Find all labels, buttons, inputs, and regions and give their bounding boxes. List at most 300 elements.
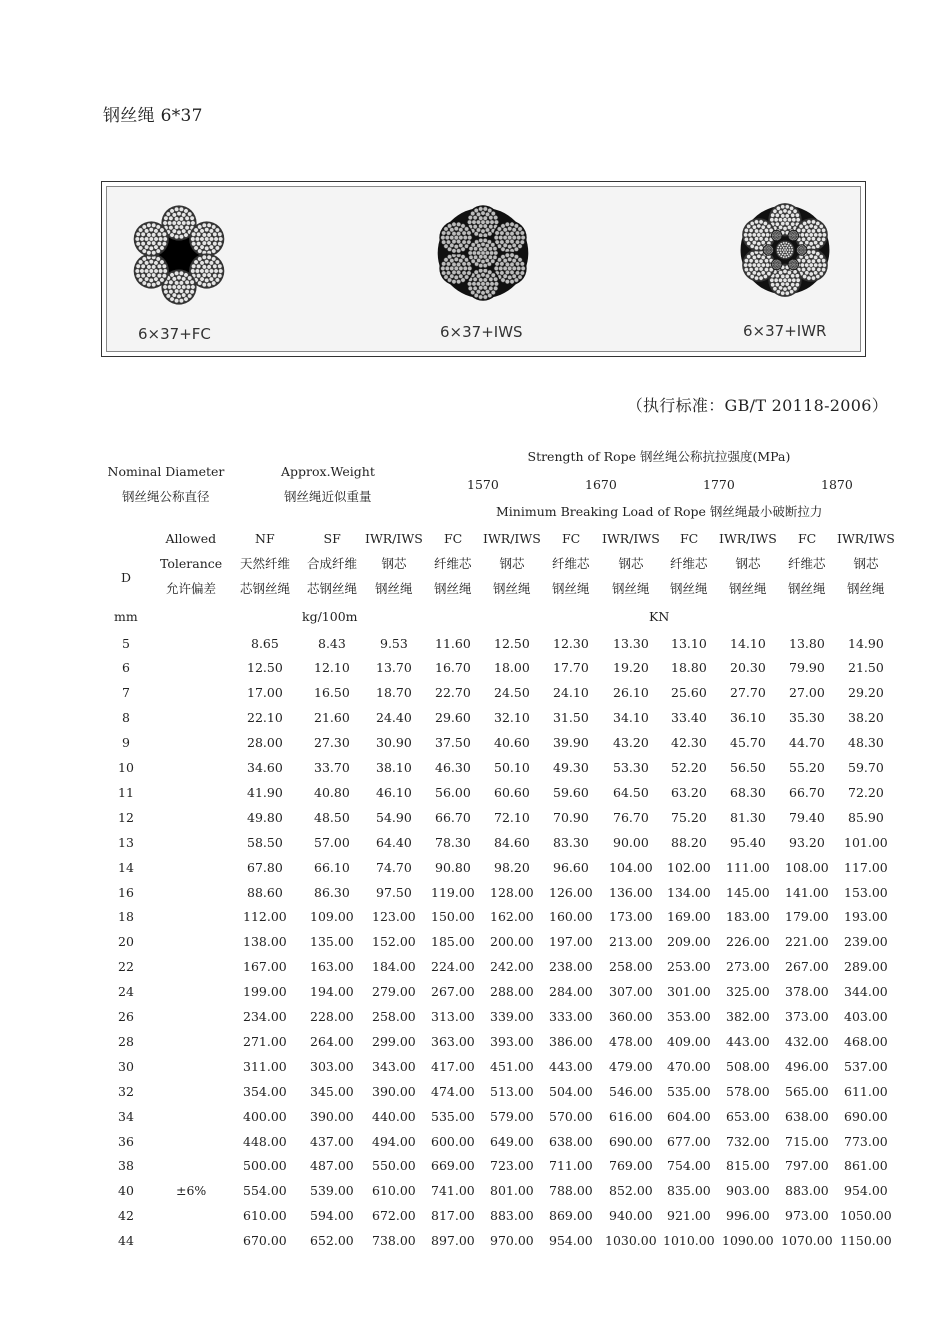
diameter-cell: 7: [122, 685, 130, 701]
value-cell: 815.00: [726, 1158, 770, 1174]
value-cell: 199.00: [243, 984, 287, 1000]
value-cell: 117.00: [844, 859, 888, 875]
value-cell: 494.00: [372, 1133, 416, 1149]
value-cell: 27.70: [730, 685, 766, 701]
value-cell: 478.00: [609, 1033, 653, 1049]
value-cell: 258.00: [372, 1009, 416, 1024]
value-cell: 8.43: [318, 635, 346, 651]
value-cell: 169.00: [667, 909, 711, 925]
value-cell: 59.70: [848, 760, 884, 775]
value-cell: 102.00: [667, 859, 711, 875]
value-cell: 224.00: [431, 959, 475, 975]
value-cell: 604.00: [667, 1108, 711, 1124]
value-cell: 24.40: [376, 710, 412, 726]
header-column-1-line-0: SF: [323, 530, 341, 546]
value-cell: 64.40: [376, 834, 412, 850]
value-cell: 59.60: [553, 784, 589, 800]
value-cell: 18.80: [671, 660, 707, 676]
value-cell: 611.00: [844, 1083, 888, 1099]
diameter-cell: 8: [122, 710, 130, 726]
value-cell: 22.70: [435, 685, 471, 701]
value-cell: 313.00: [431, 1009, 475, 1024]
value-cell: 150.00: [431, 909, 475, 925]
value-cell: 55.20: [789, 760, 825, 775]
value-cell: 32.10: [494, 710, 530, 726]
value-cell: 54.90: [376, 809, 412, 825]
rope-label-fc: 6×37+FC: [138, 325, 211, 343]
value-cell: 152.00: [372, 934, 416, 950]
header-grade-1570: 1570: [467, 476, 499, 492]
value-cell: 1150.00: [840, 1233, 892, 1249]
value-cell: 1050.00: [840, 1208, 892, 1224]
value-cell: 610.00: [372, 1183, 416, 1199]
value-cell: 508.00: [726, 1058, 770, 1074]
value-cell: 238.00: [549, 959, 593, 975]
value-cell: 653.00: [726, 1108, 770, 1124]
value-cell: 49.30: [553, 760, 589, 775]
value-cell: 60.60: [494, 784, 530, 800]
header-column-9-line-1: 纤维芯: [788, 556, 826, 571]
value-cell: 70.90: [553, 809, 589, 825]
value-cell: 393.00: [490, 1033, 534, 1049]
value-cell: 13.70: [376, 660, 412, 676]
value-cell: 797.00: [785, 1158, 829, 1174]
value-cell: 12.50: [247, 660, 283, 676]
value-cell: 14.10: [730, 635, 766, 651]
header-column-8-line-0: IWR/IWS: [719, 530, 777, 546]
header-column-2-line-1: 钢芯: [381, 556, 407, 571]
value-cell: 273.00: [726, 959, 770, 975]
value-cell: 173.00: [609, 909, 653, 925]
value-cell: 128.00: [490, 884, 534, 900]
value-cell: 443.00: [726, 1033, 770, 1049]
value-cell: 448.00: [243, 1133, 287, 1149]
header-nominal-diameter-cn: 钢丝绳公称直径: [122, 489, 210, 504]
value-cell: 852.00: [609, 1183, 653, 1199]
value-cell: 74.70: [376, 859, 412, 875]
value-cell: 333.00: [549, 1009, 593, 1024]
header-column-7-line-2: 钢丝绳: [670, 581, 708, 596]
value-cell: 40.80: [314, 784, 350, 800]
value-cell: 513.00: [490, 1083, 534, 1099]
value-cell: 835.00: [667, 1183, 711, 1199]
value-cell: 98.20: [494, 859, 530, 875]
header-column-0-line-2: 芯钢丝绳: [240, 581, 291, 596]
value-cell: 354.00: [243, 1083, 287, 1099]
value-cell: 1070.00: [781, 1233, 833, 1249]
value-cell: 903.00: [726, 1183, 770, 1199]
value-cell: 16.50: [314, 685, 350, 701]
value-cell: 21.50: [848, 660, 884, 676]
value-cell: 239.00: [844, 934, 888, 950]
value-cell: 579.00: [490, 1108, 534, 1124]
value-cell: 112.00: [243, 909, 287, 925]
header-column-6-line-1: 钢芯: [618, 556, 644, 571]
value-cell: 754.00: [667, 1158, 711, 1174]
value-cell: 38.10: [376, 760, 412, 775]
value-cell: 672.00: [372, 1208, 416, 1224]
value-cell: 363.00: [431, 1033, 475, 1049]
value-cell: 26.10: [613, 685, 649, 701]
value-cell: 185.00: [431, 934, 475, 950]
diameter-cell: 24: [118, 984, 134, 1000]
header-column-8-line-2: 钢丝绳: [729, 581, 767, 596]
value-cell: 209.00: [667, 934, 711, 950]
value-cell: 670.00: [243, 1233, 287, 1249]
header-column-3-line-1: 纤维芯: [434, 556, 472, 571]
value-cell: 284.00: [549, 984, 593, 1000]
diameter-cell: 40: [118, 1183, 134, 1199]
value-cell: 1090.00: [722, 1233, 774, 1249]
value-cell: 638.00: [785, 1108, 829, 1124]
value-cell: 18.00: [494, 660, 530, 676]
value-cell: 616.00: [609, 1108, 653, 1124]
value-cell: 570.00: [549, 1108, 593, 1124]
value-cell: 258.00: [609, 959, 653, 975]
value-cell: 610.00: [243, 1208, 287, 1224]
value-cell: 85.90: [848, 809, 884, 825]
value-cell: 267.00: [431, 984, 475, 1000]
header-column-10-line-1: 钢芯: [853, 556, 879, 571]
value-cell: 1010.00: [663, 1233, 715, 1249]
value-cell: 378.00: [785, 984, 829, 1000]
value-cell: 504.00: [549, 1083, 593, 1099]
value-cell: 339.00: [490, 1009, 534, 1024]
value-cell: 24.50: [494, 685, 530, 701]
value-cell: 535.00: [667, 1083, 711, 1099]
value-cell: 20.30: [730, 660, 766, 676]
value-cell: 200.00: [490, 934, 534, 950]
value-cell: 861.00: [844, 1158, 888, 1174]
value-cell: 325.00: [726, 984, 770, 1000]
standard-reference: （执行标准：GB/T 20118-2006）: [626, 396, 888, 415]
value-cell: 84.60: [494, 834, 530, 850]
diameter-cell: 14: [118, 859, 134, 875]
header-grade-1770: 1770: [703, 476, 735, 492]
header-approx-weight: Approx.Weight: [281, 463, 375, 479]
value-cell: 27.30: [314, 735, 350, 751]
value-cell: 78.30: [435, 834, 471, 850]
value-cell: 279.00: [372, 984, 416, 1000]
diameter-cell: 28: [118, 1033, 134, 1049]
value-cell: 79.40: [789, 809, 825, 825]
value-cell: 48.50: [314, 809, 350, 825]
value-cell: 432.00: [785, 1033, 829, 1049]
header-min-breaking-load: Minimum Breaking Load of Rope 钢丝绳最小破断拉力: [496, 504, 823, 519]
value-cell: 81.30: [730, 809, 766, 825]
value-cell: 38.20: [848, 710, 884, 726]
value-cell: 111.00: [726, 859, 770, 875]
value-cell: 897.00: [431, 1233, 475, 1249]
value-cell: 193.00: [844, 909, 888, 925]
value-cell: 537.00: [844, 1058, 888, 1074]
unit-kg-per-100m: kg/100m: [302, 608, 358, 624]
value-cell: 83.30: [553, 834, 589, 850]
rope-6x37-iws-illustration: [430, 200, 536, 306]
value-cell: 72.20: [848, 784, 884, 800]
value-cell: 96.60: [553, 859, 589, 875]
header-column-9-line-0: FC: [798, 530, 817, 546]
value-cell: 45.70: [730, 735, 766, 751]
value-cell: 600.00: [431, 1133, 475, 1149]
value-cell: 119.00: [431, 884, 475, 900]
value-cell: 741.00: [431, 1183, 475, 1199]
value-cell: 690.00: [609, 1133, 653, 1149]
value-cell: 307.00: [609, 984, 653, 1000]
value-cell: 883.00: [785, 1183, 829, 1199]
value-cell: 638.00: [549, 1133, 593, 1149]
header-d: D: [121, 569, 132, 585]
value-cell: 37.50: [435, 735, 471, 751]
diameter-cell: 5: [122, 635, 130, 651]
value-cell: 360.00: [609, 1009, 653, 1024]
header-column-1-line-1: 合成纤维: [307, 556, 358, 571]
value-cell: 19.20: [613, 660, 649, 676]
value-cell: 535.00: [431, 1108, 475, 1124]
value-cell: 183.00: [726, 909, 770, 925]
value-cell: 46.30: [435, 760, 471, 775]
value-cell: 101.00: [844, 834, 888, 850]
header-grade-1870: 1870: [821, 476, 853, 492]
value-cell: 301.00: [667, 984, 711, 1000]
value-cell: 386.00: [549, 1033, 593, 1049]
value-cell: 234.00: [243, 1009, 287, 1024]
value-cell: 90.00: [613, 834, 649, 850]
rope-6x37-iwr-illustration: [733, 198, 837, 302]
value-cell: 123.00: [372, 909, 416, 925]
value-cell: 479.00: [609, 1058, 653, 1074]
value-cell: 12.10: [314, 660, 350, 676]
diameter-cell: 44: [118, 1233, 134, 1249]
diameter-cell: 13: [118, 834, 134, 850]
value-cell: 311.00: [243, 1058, 287, 1074]
value-cell: 649.00: [490, 1133, 534, 1149]
value-cell: 382.00: [726, 1009, 770, 1024]
diameter-cell: 10: [118, 760, 134, 775]
value-cell: 167.00: [243, 959, 287, 975]
value-cell: 677.00: [667, 1133, 711, 1149]
value-cell: 14.90: [848, 635, 884, 651]
value-cell: 126.00: [549, 884, 593, 900]
value-cell: 88.60: [247, 884, 283, 900]
diameter-cell: 22: [118, 959, 134, 975]
value-cell: 271.00: [243, 1033, 287, 1049]
value-cell: 299.00: [372, 1033, 416, 1049]
value-cell: 134.00: [667, 884, 711, 900]
value-cell: 63.20: [671, 784, 707, 800]
value-cell: 138.00: [243, 934, 287, 950]
rope-6x37-fc-illustration: [124, 200, 234, 310]
value-cell: 500.00: [243, 1158, 287, 1174]
value-cell: 25.60: [671, 685, 707, 701]
value-cell: 141.00: [785, 884, 829, 900]
header-column-7-line-0: FC: [680, 530, 699, 546]
value-cell: 550.00: [372, 1158, 416, 1174]
value-cell: 28.00: [247, 735, 283, 751]
value-cell: 11.60: [435, 635, 471, 651]
value-cell: 403.00: [844, 1009, 888, 1024]
value-cell: 12.50: [494, 635, 530, 651]
value-cell: 95.40: [730, 834, 766, 850]
value-cell: 57.00: [314, 834, 350, 850]
value-cell: 769.00: [609, 1158, 653, 1174]
value-cell: 145.00: [726, 884, 770, 900]
value-cell: 36.10: [730, 710, 766, 726]
value-cell: 711.00: [549, 1158, 593, 1174]
value-cell: 29.60: [435, 710, 471, 726]
value-cell: 496.00: [785, 1058, 829, 1074]
diameter-cell: 36: [118, 1133, 134, 1149]
value-cell: 451.00: [490, 1058, 534, 1074]
value-cell: 594.00: [310, 1208, 354, 1224]
value-cell: 921.00: [667, 1208, 711, 1224]
value-cell: 179.00: [785, 909, 829, 925]
header-tolerance-line: 允许偏差: [166, 581, 217, 596]
value-cell: 18.70: [376, 685, 412, 701]
value-cell: 162.00: [490, 909, 534, 925]
value-cell: 64.50: [613, 784, 649, 800]
header-column-7-line-1: 纤维芯: [670, 556, 708, 571]
diameter-cell: 34: [118, 1108, 134, 1124]
value-cell: 104.00: [609, 859, 653, 875]
value-cell: 869.00: [549, 1208, 593, 1224]
value-cell: 52.20: [671, 760, 707, 775]
value-cell: 690.00: [844, 1108, 888, 1124]
value-cell: 954.00: [549, 1233, 593, 1249]
value-cell: 289.00: [844, 959, 888, 975]
header-nominal-diameter: Nominal Diameter: [107, 463, 225, 479]
unit-kn: KN: [649, 608, 670, 624]
value-cell: 817.00: [431, 1208, 475, 1224]
value-cell: 443.00: [549, 1058, 593, 1074]
header-strength: Strength of Rope 钢丝绳公称抗拉强度(MPa): [527, 449, 791, 464]
page-title: 钢丝绳 6*37: [103, 106, 203, 126]
header-tolerance-line: Tolerance: [160, 555, 223, 571]
value-cell: 344.00: [844, 984, 888, 1000]
value-cell: 194.00: [310, 984, 354, 1000]
value-cell: 197.00: [549, 934, 593, 950]
value-cell: 49.80: [247, 809, 283, 825]
value-cell: 470.00: [667, 1058, 711, 1074]
value-cell: 213.00: [609, 934, 653, 950]
header-column-0-line-0: NF: [255, 530, 275, 546]
value-cell: 88.20: [671, 834, 707, 850]
value-cell: 33.40: [671, 710, 707, 726]
value-cell: 954.00: [844, 1183, 888, 1199]
value-cell: 41.90: [247, 784, 283, 800]
value-cell: 554.00: [243, 1183, 287, 1199]
value-cell: 29.20: [848, 685, 884, 701]
value-cell: 136.00: [609, 884, 653, 900]
diameter-cell: 12: [118, 809, 134, 825]
value-cell: 390.00: [310, 1108, 354, 1124]
value-cell: 66.70: [789, 784, 825, 800]
value-cell: 13.30: [613, 635, 649, 651]
diameter-cell: 9: [122, 735, 130, 751]
diameter-cell: 16: [118, 884, 134, 900]
value-cell: 34.10: [613, 710, 649, 726]
header-column-10-line-2: 钢丝绳: [847, 581, 885, 596]
rope-label-iwr: 6×37+IWR: [743, 322, 827, 340]
value-cell: 723.00: [490, 1158, 534, 1174]
header-column-4-line-1: 钢芯: [499, 556, 525, 571]
value-cell: 788.00: [549, 1183, 593, 1199]
value-cell: 163.00: [310, 959, 354, 975]
value-cell: 58.50: [247, 834, 283, 850]
value-cell: 66.10: [314, 859, 350, 875]
value-cell: 996.00: [726, 1208, 770, 1224]
diameter-cell: 18: [118, 909, 134, 925]
value-cell: 226.00: [726, 934, 770, 950]
value-cell: 242.00: [490, 959, 534, 975]
value-cell: 31.50: [553, 710, 589, 726]
value-cell: 17.70: [553, 660, 589, 676]
header-column-9-line-2: 钢丝绳: [788, 581, 826, 596]
value-cell: 27.00: [789, 685, 825, 701]
tolerance-value: ±6%: [176, 1183, 207, 1199]
value-cell: 68.30: [730, 784, 766, 800]
header-grade-1670: 1670: [585, 476, 617, 492]
value-cell: 135.00: [310, 934, 354, 950]
value-cell: 409.00: [667, 1033, 711, 1049]
value-cell: 42.30: [671, 735, 707, 751]
value-cell: 46.10: [376, 784, 412, 800]
value-cell: 79.90: [789, 660, 825, 676]
diameter-cell: 30: [118, 1058, 134, 1074]
value-cell: 267.00: [785, 959, 829, 975]
value-cell: 16.70: [435, 660, 471, 676]
value-cell: 440.00: [372, 1108, 416, 1124]
value-cell: 39.90: [553, 735, 589, 751]
header-column-8-line-1: 钢芯: [735, 556, 761, 571]
header-column-2-line-0: IWR/IWS: [365, 530, 423, 546]
rope-label-iws: 6×37+IWS: [440, 323, 523, 341]
value-cell: 474.00: [431, 1083, 475, 1099]
value-cell: 1030.00: [605, 1233, 657, 1249]
value-cell: 940.00: [609, 1208, 653, 1224]
value-cell: 883.00: [490, 1208, 534, 1224]
value-cell: 13.80: [789, 635, 825, 651]
value-cell: 487.00: [310, 1158, 354, 1174]
value-cell: 50.10: [494, 760, 530, 775]
value-cell: 75.20: [671, 809, 707, 825]
value-cell: 153.00: [844, 884, 888, 900]
value-cell: 43.20: [613, 735, 649, 751]
value-cell: 184.00: [372, 959, 416, 975]
value-cell: 253.00: [667, 959, 711, 975]
value-cell: 56.50: [730, 760, 766, 775]
header-column-4-line-2: 钢丝绳: [493, 581, 531, 596]
header-column-5-line-1: 纤维芯: [552, 556, 590, 571]
value-cell: 264.00: [310, 1033, 354, 1049]
value-cell: 539.00: [310, 1183, 354, 1199]
value-cell: 565.00: [785, 1083, 829, 1099]
rope-cross-section-figure: [101, 181, 866, 357]
value-cell: 715.00: [785, 1133, 829, 1149]
header-column-4-line-0: IWR/IWS: [483, 530, 541, 546]
value-cell: 24.10: [553, 685, 589, 701]
diameter-cell: 26: [118, 1009, 134, 1024]
header-column-6-line-0: IWR/IWS: [602, 530, 660, 546]
header-column-5-line-0: FC: [562, 530, 581, 546]
value-cell: 8.65: [251, 635, 279, 651]
value-cell: 160.00: [549, 909, 593, 925]
header-tolerance-line: Allowed: [165, 530, 217, 546]
header-column-6-line-2: 钢丝绳: [612, 581, 650, 596]
value-cell: 90.80: [435, 859, 471, 875]
value-cell: 33.70: [314, 760, 350, 775]
value-cell: 44.70: [789, 735, 825, 751]
